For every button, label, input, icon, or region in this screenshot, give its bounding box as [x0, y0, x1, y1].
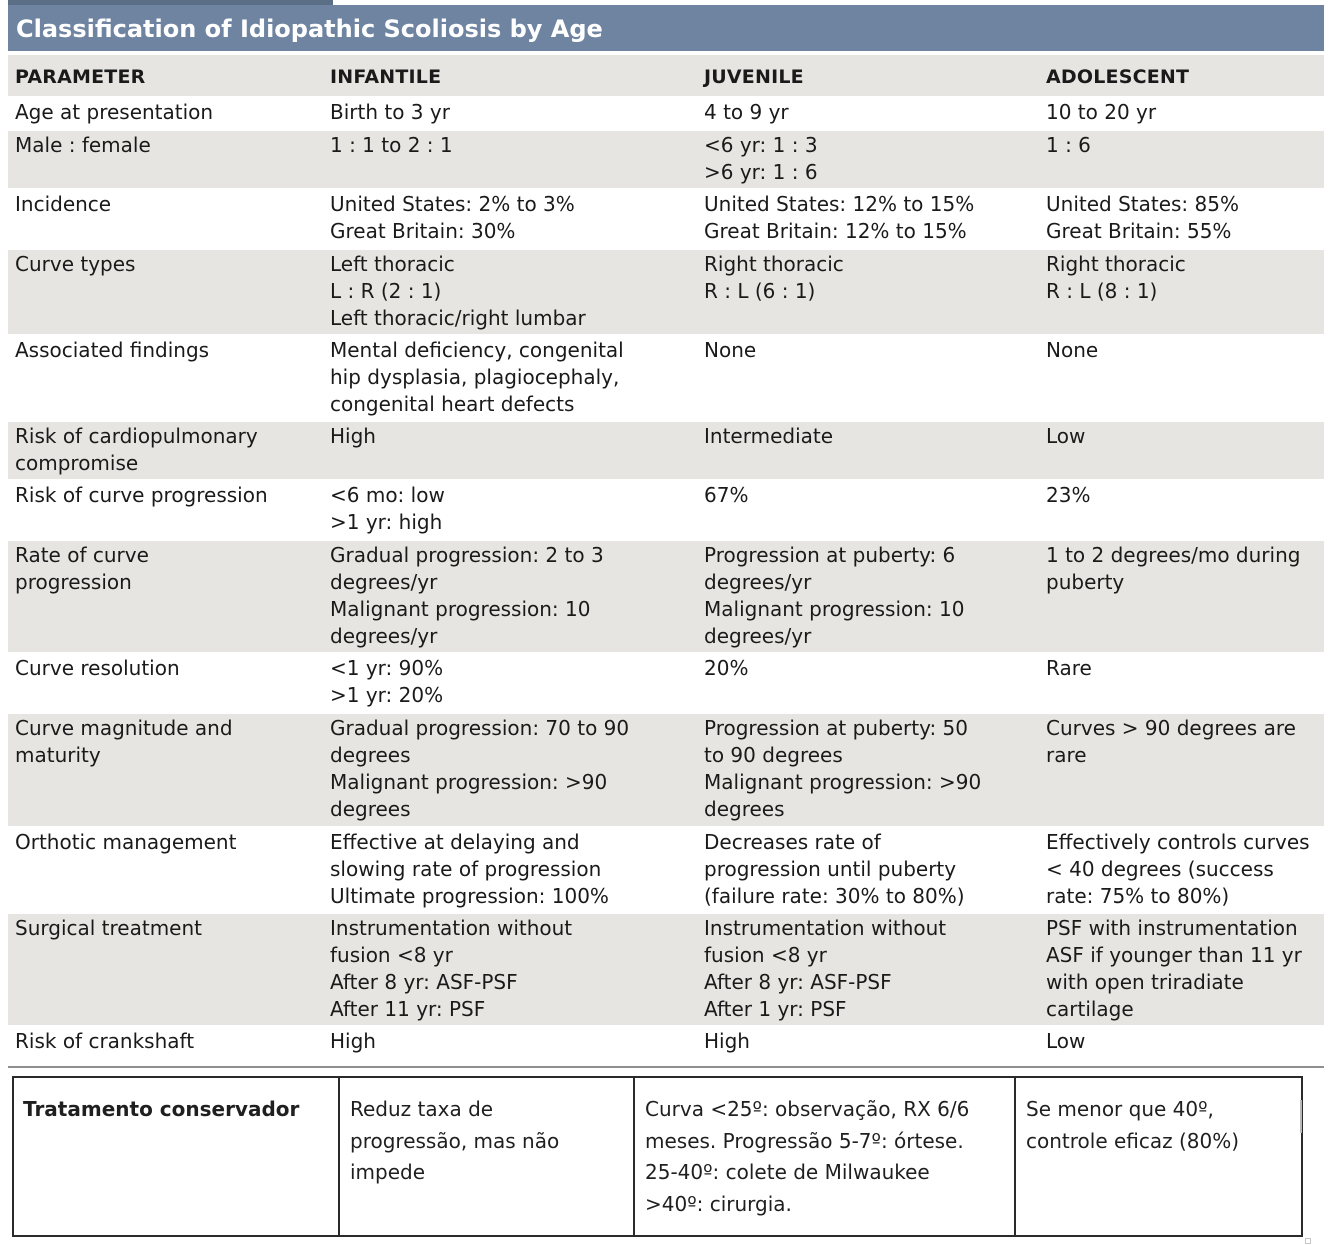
cell-parameter: Associated findings	[15, 338, 210, 362]
table-row	[8, 334, 1324, 420]
cell-juvenile: Progression at puberty: 6 degrees/yr Malignant progression: 10 degrees/yr	[704, 543, 965, 648]
cell-juvenile: 20%	[704, 656, 749, 680]
cell-infantile: High	[330, 424, 376, 448]
cell-juvenile: United States: 12% to 15% Great Britain: 12% to 15%	[704, 192, 975, 243]
cell-parameter: Male : female	[15, 133, 151, 157]
table-row	[8, 652, 1324, 712]
header-infantile: INFANTILE	[330, 66, 442, 88]
cell-parameter: Risk of curve progression	[15, 483, 268, 507]
cell-parameter: Curve types	[15, 252, 136, 276]
cell-juvenile: Progression at puberty: 50 to 90 degrees Malignant progression: >90 degrees	[704, 716, 982, 821]
pt-divider-3	[1014, 1076, 1016, 1237]
cell-adolescent: 1 : 6	[1046, 133, 1091, 157]
table-row	[8, 712, 1324, 826]
header-adolescent: ADOLESCENT	[1046, 66, 1190, 88]
table-bottom-rule	[8, 1066, 1324, 1068]
table-row	[8, 96, 1324, 129]
cell-infantile: Left thoracic L : R (2 : 1) Left thoracic/right lumbar	[330, 252, 586, 330]
cell-parameter: Curve resolution	[15, 656, 180, 680]
cell-adolescent: Low	[1046, 1029, 1086, 1053]
cell-parameter: Age at presentation	[15, 100, 214, 124]
classification-table	[8, 55, 1324, 1053]
cell-adolescent: None	[1046, 338, 1099, 362]
cell-parameter: Orthotic management	[15, 830, 237, 854]
header-parameter: PARAMETER	[15, 66, 146, 88]
cell-infantile: 1 : 1 to 2 : 1	[330, 133, 453, 157]
cell-infantile: High	[330, 1029, 376, 1053]
cell-juvenile: Intermediate	[704, 424, 834, 448]
cell-juvenile: Instrumentation without fusion <8 yr After 8 yr: ASF-PSF After 1 yr: PSF	[704, 916, 947, 1021]
cell-juvenile: High	[704, 1029, 750, 1053]
cell-adolescent: 10 to 20 yr	[1046, 100, 1157, 124]
cell-infantile: Instrumentation without fusion <8 yr After 8 yr: ASF-PSF After 11 yr: PSF	[330, 916, 573, 1021]
table-row	[8, 420, 1324, 479]
cell-juvenile: Decreases rate of progression until puberty (failure rate: 30% to 80%)	[704, 830, 965, 908]
cell-parameter: Incidence	[15, 192, 112, 216]
cell-infantile: Effective at delaying and slowing rate of progression Ultimate progression: 100%	[330, 830, 609, 908]
cell-parameter: Rate of curve progression	[15, 543, 149, 594]
cell-juvenile: <6 yr: 1 : 3 >6 yr: 1 : 6	[704, 133, 818, 184]
cell-adolescent: 1 to 2 degrees/mo during puberty	[1046, 543, 1301, 594]
cell-juvenile: Right thoracic R : L (6 : 1)	[704, 252, 844, 303]
pt-divider-1	[338, 1076, 340, 1237]
table-row	[8, 1025, 1324, 1053]
cell-adolescent: Rare	[1046, 656, 1092, 680]
cell-juvenile: 4 to 9 yr	[704, 100, 789, 124]
table-row	[8, 129, 1324, 188]
conservative-treatment-table	[12, 1076, 1303, 1237]
cell-juvenile: None	[704, 338, 757, 362]
header-juvenile: JUVENILE	[704, 66, 804, 88]
cell-adolescent: Right thoracic R : L (8 : 1)	[1046, 252, 1186, 303]
corner-resize-mark	[1305, 1238, 1311, 1244]
cell-adolescent: Effectively controls curves < 40 degrees (success rate: 75% to 80%)	[1046, 830, 1310, 908]
pt-border-top	[12, 1076, 1303, 1078]
cell-parameter: Curve magnitude and maturity	[15, 716, 233, 767]
cell-juvenile: 67%	[704, 483, 749, 507]
pt-divider-2	[633, 1076, 635, 1237]
table-row	[8, 826, 1324, 912]
cell-infantile: Gradual progression: 2 to 3 degrees/yr Malignant progression: 10 degrees/yr	[330, 543, 604, 648]
pt-label: Tratamento conservador	[23, 1097, 300, 1121]
cell-parameter: Risk of crankshaft	[15, 1029, 195, 1053]
cell-adolescent: United States: 85% Great Britain: 55%	[1046, 192, 1239, 243]
pt-border-left	[12, 1076, 14, 1237]
cell-adolescent: PSF with instrumentation ASF if younger than 11 yr with open triradiate cartilage	[1046, 916, 1302, 1021]
table-row	[8, 912, 1324, 1025]
cell-infantile: United States: 2% to 3% Great Britain: 30%	[330, 192, 575, 243]
cell-adolescent: 23%	[1046, 483, 1091, 507]
cell-adolescent: Low	[1046, 424, 1086, 448]
cell-infantile: <1 yr: 90% >1 yr: 20%	[330, 656, 444, 707]
pt-border-bottom	[12, 1235, 1303, 1237]
pt-adolescent: Se menor que 40º, controle eficaz (80%)	[1026, 1097, 1240, 1153]
table-row	[8, 188, 1324, 248]
cell-adolescent: Curves > 90 degrees are rare	[1046, 716, 1296, 767]
scan-artifact-mark	[1300, 1100, 1302, 1133]
table-row	[8, 479, 1324, 539]
cell-parameter: Risk of cardiopulmonary compromise	[15, 424, 258, 475]
table-header-row	[8, 55, 1324, 96]
pt-infantile: Reduz taxa de progressão, mas não impede	[350, 1097, 560, 1184]
table-title: Classification of Idiopathic Scoliosis by Age	[16, 15, 603, 43]
cell-parameter: Surgical treatment	[15, 916, 202, 940]
cell-infantile: Birth to 3 yr	[330, 100, 450, 124]
table-title-bar	[8, 5, 1324, 51]
table-row	[8, 539, 1324, 652]
cell-infantile: Mental deficiency, congenital hip dysplasia, plagiocephaly, congenital heart defects	[330, 338, 624, 416]
cell-infantile: Gradual progression: 70 to 90 degrees Malignant progression: >90 degrees	[330, 716, 630, 821]
cell-infantile: <6 mo: low >1 yr: high	[330, 483, 445, 534]
table-row	[8, 248, 1324, 334]
pt-juvenile: Curva <25º: observação, RX 6/6 meses. Progressão 5-7º: órtese. 25-40º: colete de Milwaukee >40º: cirurgia.	[645, 1097, 970, 1216]
